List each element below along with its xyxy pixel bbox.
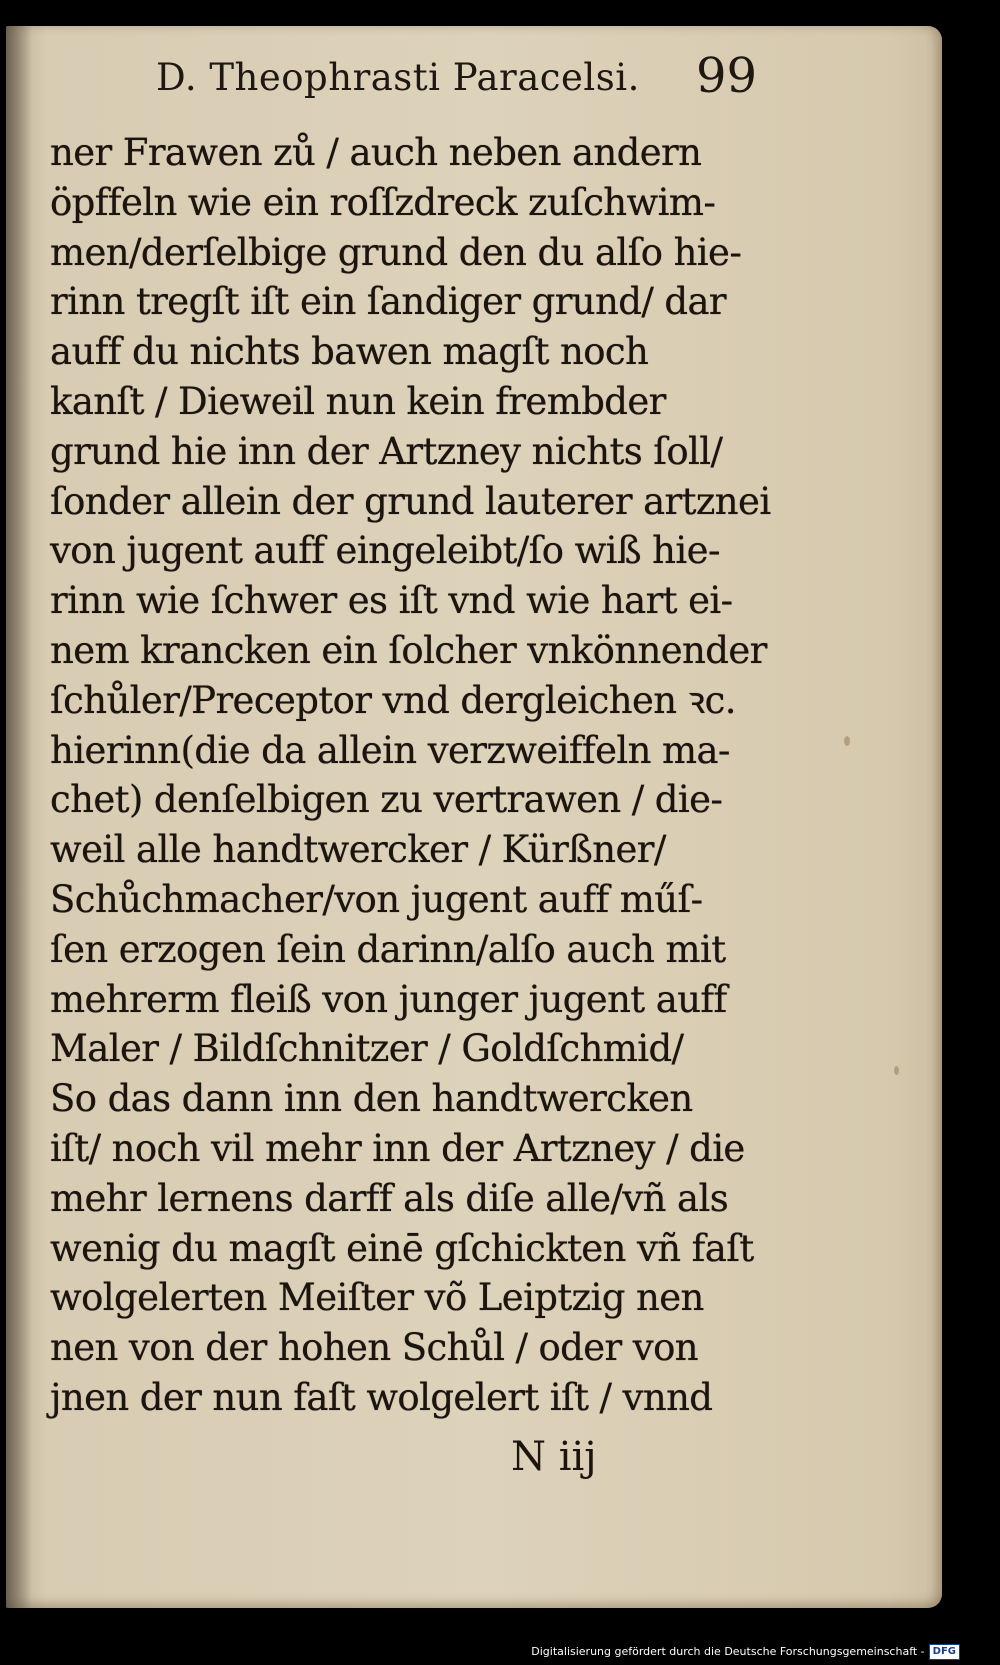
book-page [6,26,942,1608]
text-line: Maler / Bildſchnitzer / Goldſchmid/ [50,1027,684,1071]
text-line: nen von der hohen Schůl / oder von [50,1326,699,1370]
text-line: weil alle handtwercker / Kürßner/ [50,828,666,872]
running-head: D. Theophrasti Paracelsi. [156,56,640,99]
text-line: ner Frawen zů / auch neben andern [50,131,702,174]
text-line: nem krancken ein ſolcher vnkönnender [50,628,767,672]
text-line: öpffeln wie ein roſſzdreck zuſchwim- [50,180,716,224]
body-text [50,128,770,1423]
text-line: ſonder allein der grund lauterer artznei [50,479,771,523]
text-line: chet) denſelbigen zu vertrawen / die- [50,778,723,822]
text-line: mehr lernens darff als diſe alle/vñ als [50,1176,729,1220]
text-line: von jugent auff eingeleibt/ſo wiß hie- [50,529,720,573]
text-line: jnen der nun faſt wolgelert iſt / vnnd [50,1375,713,1419]
text-line: ſen erzogen ſein darinn/alſo auch mit [50,927,726,971]
text-line: iſt/ noch vil mehr inn der Artzney / die [50,1126,745,1170]
text-line: ſchůler/Preceptor vnd dergleichen ꝛc. [50,678,736,722]
ink-stain [894,1066,899,1075]
text-line: hierinn(die da allein verzweiffeln ma- [50,728,730,772]
text-line: rinn wie ſchwer es iſt vnd wie hart ei- [50,579,733,623]
text-line: So das dann inn den handtwercken [50,1077,693,1121]
dfg-logo: DFG [929,1644,960,1660]
text-line: grund hie inn der Artzney nichts ſoll/ [50,429,723,473]
text-line: men/derſelbige grund den du alſo hie- [50,230,742,274]
text-line: Schůchmacher/von jugent auff műſ- [50,877,703,921]
text-line: auff du nichts bawen magſt noch [50,330,649,374]
binding-gutter [6,26,32,1608]
text-line: wolgelerten Meiſter võ Leiptzig nen [50,1276,704,1320]
text-line: mehrerm fleiß von junger jugent auff [50,977,727,1021]
text-line: wenig du magſt einē gſchickten vñ faſt [50,1226,754,1270]
text-line: kanſt / Dieweil nun kein frembder [50,379,666,423]
digitization-credit [531,1641,960,1663]
ink-stain [844,736,850,746]
page-number: 99 [696,48,758,104]
text-line: rinn tregſt iſt ein ſandiger grund/ dar [50,280,726,324]
credit-text: Digitalisierung gefördert durch die Deutsche Forschungsgemeinschaft - [531,1645,925,1658]
signature-mark: N iij [511,1434,597,1480]
